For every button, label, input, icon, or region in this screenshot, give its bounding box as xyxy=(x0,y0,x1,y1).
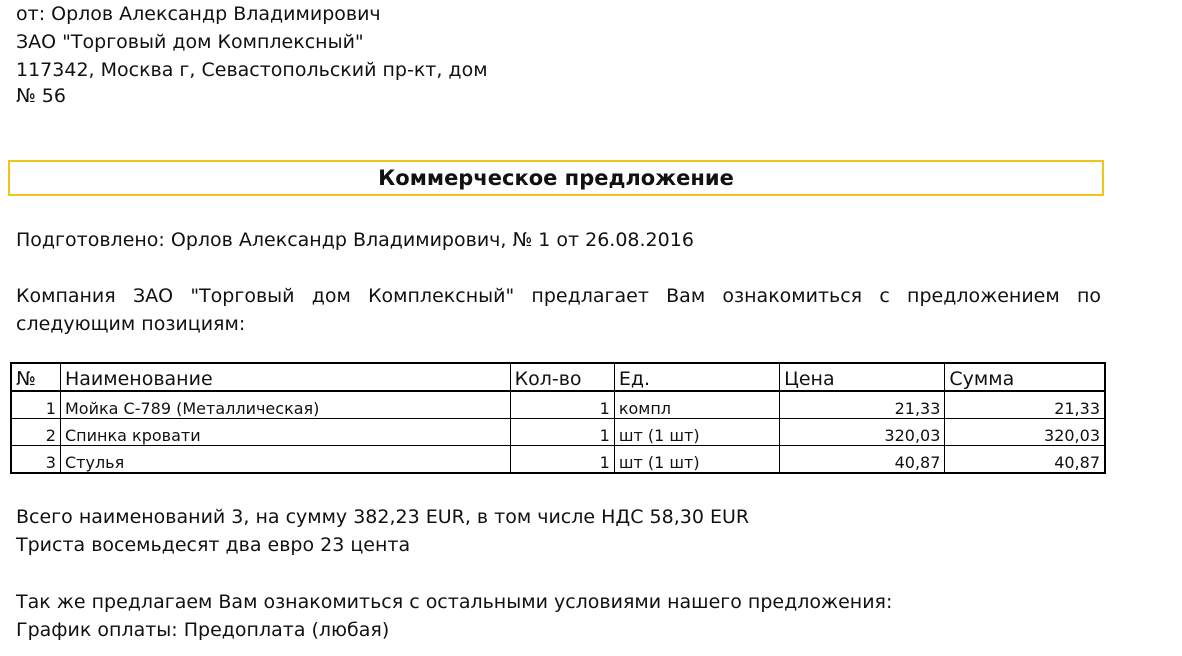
table-row xyxy=(11,419,1105,446)
cell-qty: 1 xyxy=(510,446,614,474)
header-price: Цена xyxy=(780,363,945,391)
cell-sum: 320,03 xyxy=(945,419,1105,446)
table-header-row xyxy=(11,363,1105,391)
header-sum: Сумма xyxy=(945,363,1105,391)
prepared-line: Подготовлено: Орлов Александр Владимирович, № 1 от 26.08.2016 xyxy=(16,229,694,251)
address-line-1: 117342, Москва г, Севастопольский пр-кт, дом xyxy=(16,59,488,81)
title-box xyxy=(8,160,1104,196)
cell-unit: шт (1 шт) xyxy=(614,446,779,474)
conditions-intro: Так же предлагаем Вам ознакомиться с остальными условиями нашего предложения: xyxy=(16,591,893,613)
company-name: ЗАО "Торговый дом Комплексный" xyxy=(16,31,364,53)
cell-sum: 21,33 xyxy=(945,391,1105,419)
header-unit: Ед. xyxy=(614,363,779,391)
totals-summary: Всего наименований 3, на сумму 382,23 EUR, в том числе НДС 58,30 EUR xyxy=(16,506,750,528)
cell-unit: компл xyxy=(614,391,779,419)
cell-qty: 1 xyxy=(510,391,614,419)
header-no: № xyxy=(11,363,60,391)
cell-price: 21,33 xyxy=(780,391,945,419)
cell-price: 40,87 xyxy=(780,446,945,474)
table-row xyxy=(11,391,1105,419)
intro-paragraph: Компания ЗАО "Торговый дом Комплексный" предлагает Вам ознакомиться с предложением по следующим позициям: xyxy=(16,285,1101,335)
cell-no: 3 xyxy=(11,446,60,474)
cell-qty: 1 xyxy=(510,419,614,446)
totals-in-words: Триста восемьдесят два евро 23 цента xyxy=(16,534,411,556)
cell-name: Стулья xyxy=(60,446,510,474)
header-name: Наименование xyxy=(60,363,510,391)
cell-price: 320,03 xyxy=(780,419,945,446)
table-row xyxy=(11,446,1105,474)
cell-no: 2 xyxy=(11,419,60,446)
items-table xyxy=(10,362,1106,474)
header-qty: Кол-во xyxy=(510,363,614,391)
cell-unit: шт (1 шт) xyxy=(614,419,779,446)
from-line: от: Орлов Александр Владимирович xyxy=(16,3,381,25)
page-title: Коммерческое предложение xyxy=(378,166,734,190)
cell-name: Спинка кровати xyxy=(60,419,510,446)
address-line-2: № 56 xyxy=(16,85,66,107)
cell-sum: 40,87 xyxy=(945,446,1105,474)
cell-no: 1 xyxy=(11,391,60,419)
cell-name: Мойка С-789 (Металлическая) xyxy=(60,391,510,419)
payment-schedule: График оплаты: Предоплата (любая) xyxy=(16,619,390,641)
